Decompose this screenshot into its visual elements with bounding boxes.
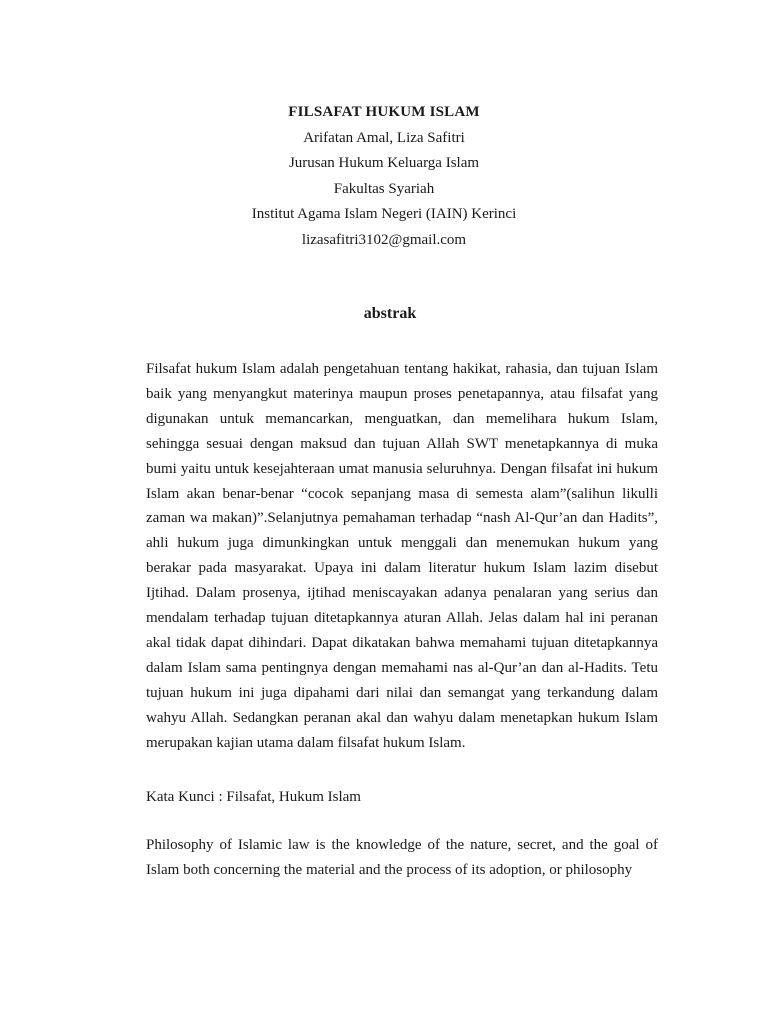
paper-institution: Institut Agama Islam Negeri (IAIN) Kerinci — [251, 206, 517, 222]
paper-email: lizasafitri3102@gmail.com — [301, 231, 467, 248]
abstract-indonesian: Filsafat hukum Islam adalah pengetahuan tentang hakikat, rahasia, dan tujuan Islam baik yang menyangkut materinya maupun proses penetapannya, atau filsafat yang digunakan untuk memancarkan, menguatkan, dan memelihara hukum Islam, sehingga sesuai dengan maksud dan tujuan Allah SWT menetapkannya di muka bumi yaitu untuk kesejahteraan umat manusia seluruhnya. Dengan filsafat ini hukum Islam akan benar-benar “cocok sepanjang masa di semesta alam”(salihun likulli zaman wa makan)”.Selanjutnya pemahaman terhadap “nash Al-Qur’an dan Hadits”, ahli hukum juga dimunkingkan untuk menggali dan menemukan hukum yang berakar pada masyarakat. Upaya ini dalam literatur hukum Islam lazim disebut Ijtihad. Dalam prosenya, ijtihad meniscayakan adanya penalaran yang serius dan mendalam terhadap tujuan ditetapkannya aturan Allah. Jelas dalam hal ini peranan akal tidak dapat dihindari. Dapat dikatakan bahwa memahami tujuan ditetapkannya dalam Islam sama pentingnya dengan memahami nas al-Qur’an dan al-Hadits. Tetu tujuan hukum ini juga dipahami dari nilai dan semangat yang terkandung dalam wahyu Allah. Sedangkan peranan akal dan wahyu dalam menetapkan hukum Islam merupakan kajian utama dalam filsafat hukum Islam. — [146, 361, 658, 751]
paper-title: FILSAFAT HUKUM ISLAM — [288, 104, 480, 120]
abstract-english: Philosophy of Islamic law is the knowledge of the nature, secret, and the goal of Islam both concerning the material and the process of its adoption, or philosophy — [146, 837, 658, 878]
paper-authors: Arifatan Amal, Liza Safitri — [303, 129, 465, 146]
keywords: Kata Kunci : Filsafat, Hukum Islam — [146, 789, 361, 805]
paper-department: Jurusan Hukum Keluarga Islam — [288, 155, 480, 171]
abstract-heading: abstrak — [363, 305, 417, 322]
paper-header — [0, 100, 768, 253]
paper-faculty: Fakultas Syariah — [333, 180, 435, 197]
